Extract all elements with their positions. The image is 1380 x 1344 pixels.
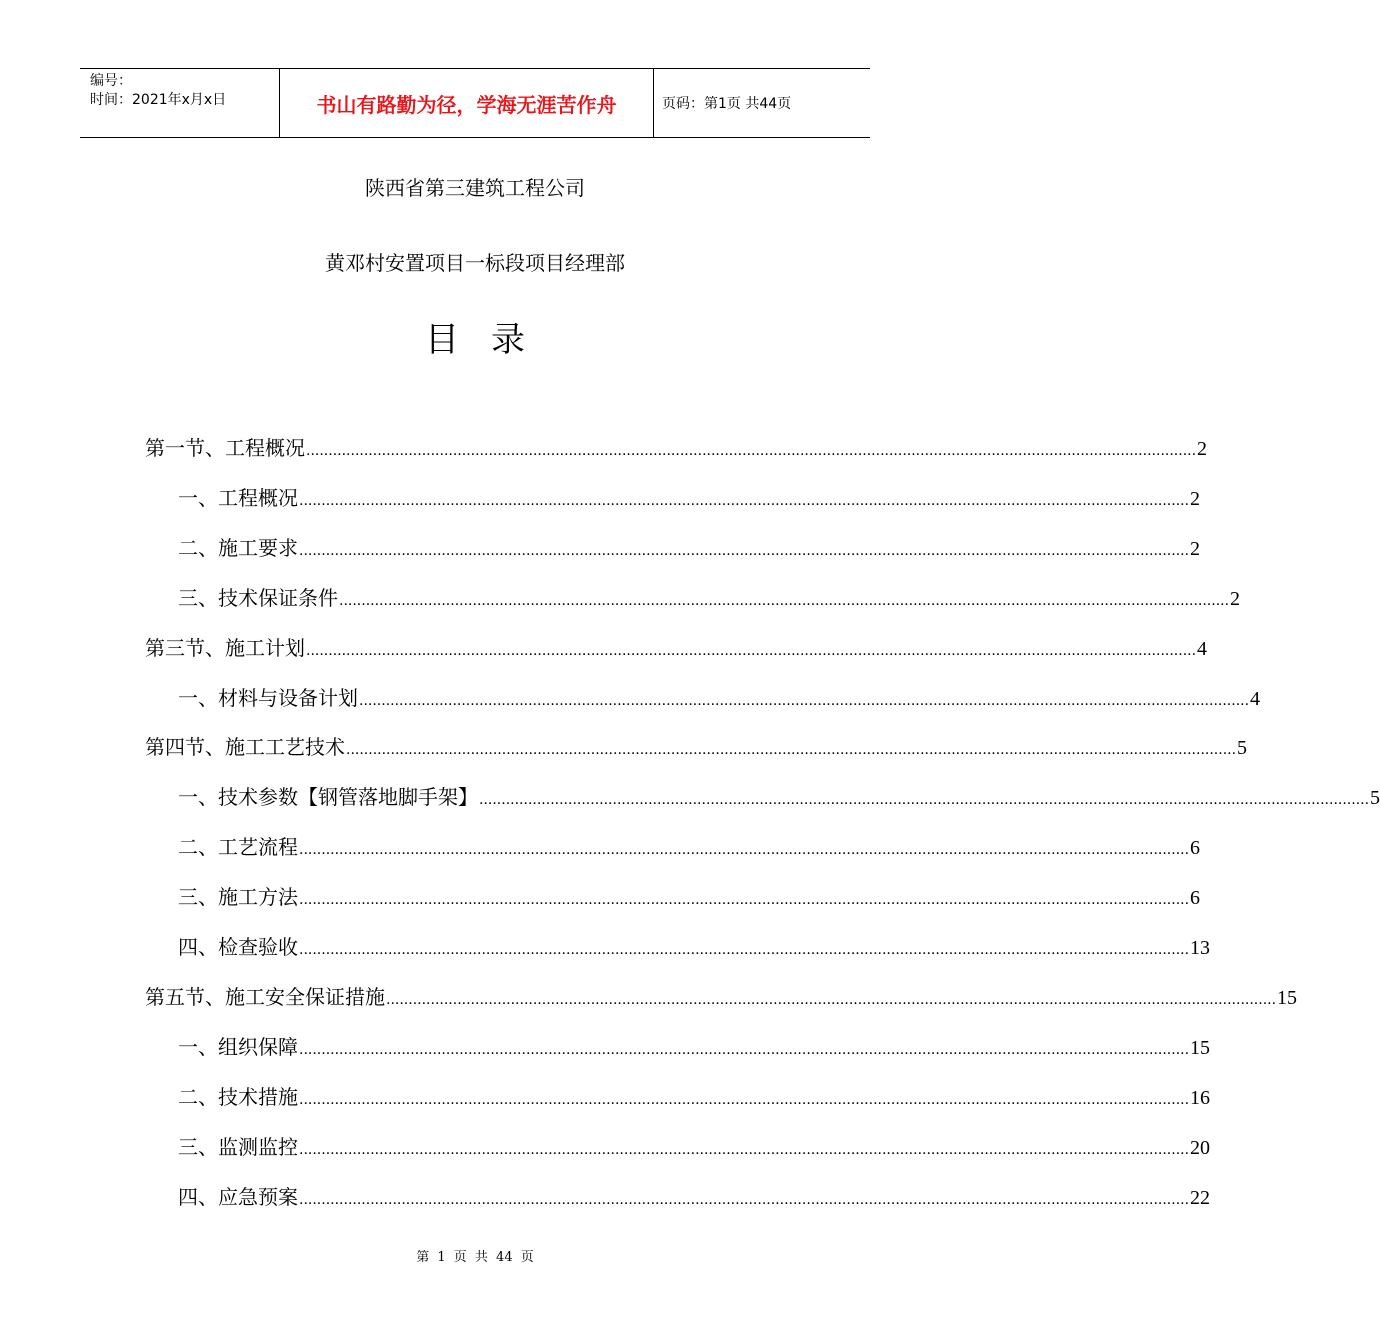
toc-leader-dots: ........................................................................................................................................................................................................ — [299, 892, 1190, 909]
toc-entry[interactable] — [145, 432, 1208, 462]
toc-entry[interactable] — [178, 1131, 1211, 1161]
toc-entry[interactable] — [178, 831, 1201, 861]
toc-entry-page: 13 — [1190, 937, 1211, 959]
toc-entry[interactable] — [178, 881, 1201, 911]
toc-leader-dots: ........................................................................................................................................................................................................ — [359, 692, 1250, 709]
toc-leader-dots: ........................................................................................................................................................................................................ — [299, 1191, 1190, 1208]
toc-entry[interactable] — [178, 482, 1201, 512]
toc-leader-dots: ........................................................................................................................................................................................................ — [306, 642, 1197, 659]
toc-leader-dots: ........................................................................................................................................................................................................ — [299, 1091, 1190, 1108]
toc-entry-label: 第一节、工程概况 — [145, 436, 305, 460]
company-name: 陕西省第三建筑工程公司 — [365, 176, 585, 200]
header-meta — [80, 69, 280, 137]
toc-entry[interactable] — [178, 1181, 1211, 1211]
toc-leader-dots: ........................................................................................................................................................................................................ — [306, 443, 1197, 459]
toc-entry-page: 2 — [1190, 537, 1201, 560]
toc-entry-page: 6 — [1190, 887, 1201, 910]
toc-leader-dots: ........................................................................................................................................................................................................ — [299, 492, 1190, 509]
toc-entry[interactable] — [178, 682, 1261, 712]
toc-entry-label: 四、应急预案 — [178, 1184, 298, 1209]
toc-entry[interactable] — [178, 582, 1241, 612]
toc-entry-label: 第四节、施工工艺技术 — [145, 735, 345, 760]
toc-entry[interactable] — [145, 731, 1248, 761]
toc-entry-page: 2 — [1230, 587, 1241, 610]
toc-entry-page: 22 — [1190, 1186, 1211, 1209]
number-label: 编号： — [90, 73, 132, 89]
toc-entry-label: 四、检查验收 — [178, 935, 298, 959]
toc-entry-page: 15 — [1190, 1036, 1211, 1059]
toc-entry-label: 第五节、施工安全保证措施 — [145, 984, 385, 1009]
toc-entry-label: 一、工程概况 — [178, 485, 298, 510]
toc-entry[interactable] — [178, 1031, 1211, 1061]
toc-entry-label: 二、工艺流程 — [178, 835, 298, 860]
toc-leader-dots: ........................................................................................................................................................................................................ — [299, 942, 1190, 958]
toc-entry-page: 2 — [1197, 438, 1208, 460]
toc-entry[interactable] — [178, 532, 1201, 562]
toc-leader-dots: ........................................................................................................................................................................................................ — [299, 1041, 1190, 1058]
project-name: 黄邓村安置项目一标段项目经理部 — [325, 251, 625, 275]
toc-entry-label: 二、施工要求 — [178, 535, 298, 560]
toc-entry-label: 三、技术保证条件 — [178, 585, 338, 610]
toc-entry-label: 二、技术措施 — [178, 1084, 298, 1109]
toc-entry-page: 4 — [1197, 637, 1208, 660]
toc-entry-page: 5 — [1370, 787, 1380, 810]
header-motto: 书山有路勤为径，学海无涯苦作舟 — [280, 69, 654, 137]
toc-entry-page: 4 — [1250, 687, 1261, 710]
toc-entry-label: 三、监测监控 — [178, 1134, 298, 1159]
toc-entry-page: 2 — [1190, 487, 1201, 510]
toc-leader-dots: ........................................................................................................................................................................................................ — [386, 991, 1277, 1008]
toc-entry-page: 5 — [1237, 737, 1248, 760]
toc-entry[interactable] — [145, 632, 1208, 662]
toc-entry-page: 15 — [1277, 986, 1298, 1009]
toc-entry[interactable] — [178, 1081, 1211, 1111]
toc-leader-dots: ........................................................................................................................................................................................................ — [479, 792, 1370, 809]
toc-entry[interactable] — [145, 981, 1298, 1011]
toc-entry-label: 一、技术参数【钢管落地脚手架】 — [178, 785, 478, 810]
time-label: 时间：2021年x月x日 — [90, 92, 227, 108]
toc-entry-label: 第三节、施工计划 — [145, 635, 305, 660]
toc-leader-dots: ........................................................................................................................................................................................................ — [299, 842, 1190, 859]
page-footer: 第 1 页 共 44 页 — [416, 1250, 534, 1265]
toc-entry[interactable] — [178, 931, 1211, 961]
toc-title: 目录 — [425, 320, 557, 360]
toc-entry-label: 一、组织保障 — [178, 1034, 298, 1059]
toc-entry-page: 16 — [1190, 1086, 1211, 1109]
toc-entry-page: 20 — [1190, 1136, 1211, 1159]
toc-entry-page: 6 — [1190, 837, 1201, 860]
toc-leader-dots: ........................................................................................................................................................................................................ — [346, 742, 1237, 759]
toc-leader-dots: ........................................................................................................................................................................................................ — [339, 592, 1230, 609]
toc-entry-label: 三、施工方法 — [178, 885, 298, 910]
toc-leader-dots: ........................................................................................................................................................................................................ — [299, 1141, 1190, 1158]
header-page-info: 页码：第1页 共44页 — [662, 96, 792, 112]
toc-entry-label: 一、材料与设备计划 — [178, 685, 358, 710]
document-header — [80, 68, 870, 138]
toc-leader-dots: ........................................................................................................................................................................................................ — [299, 542, 1190, 559]
toc-entry[interactable] — [178, 781, 1380, 811]
